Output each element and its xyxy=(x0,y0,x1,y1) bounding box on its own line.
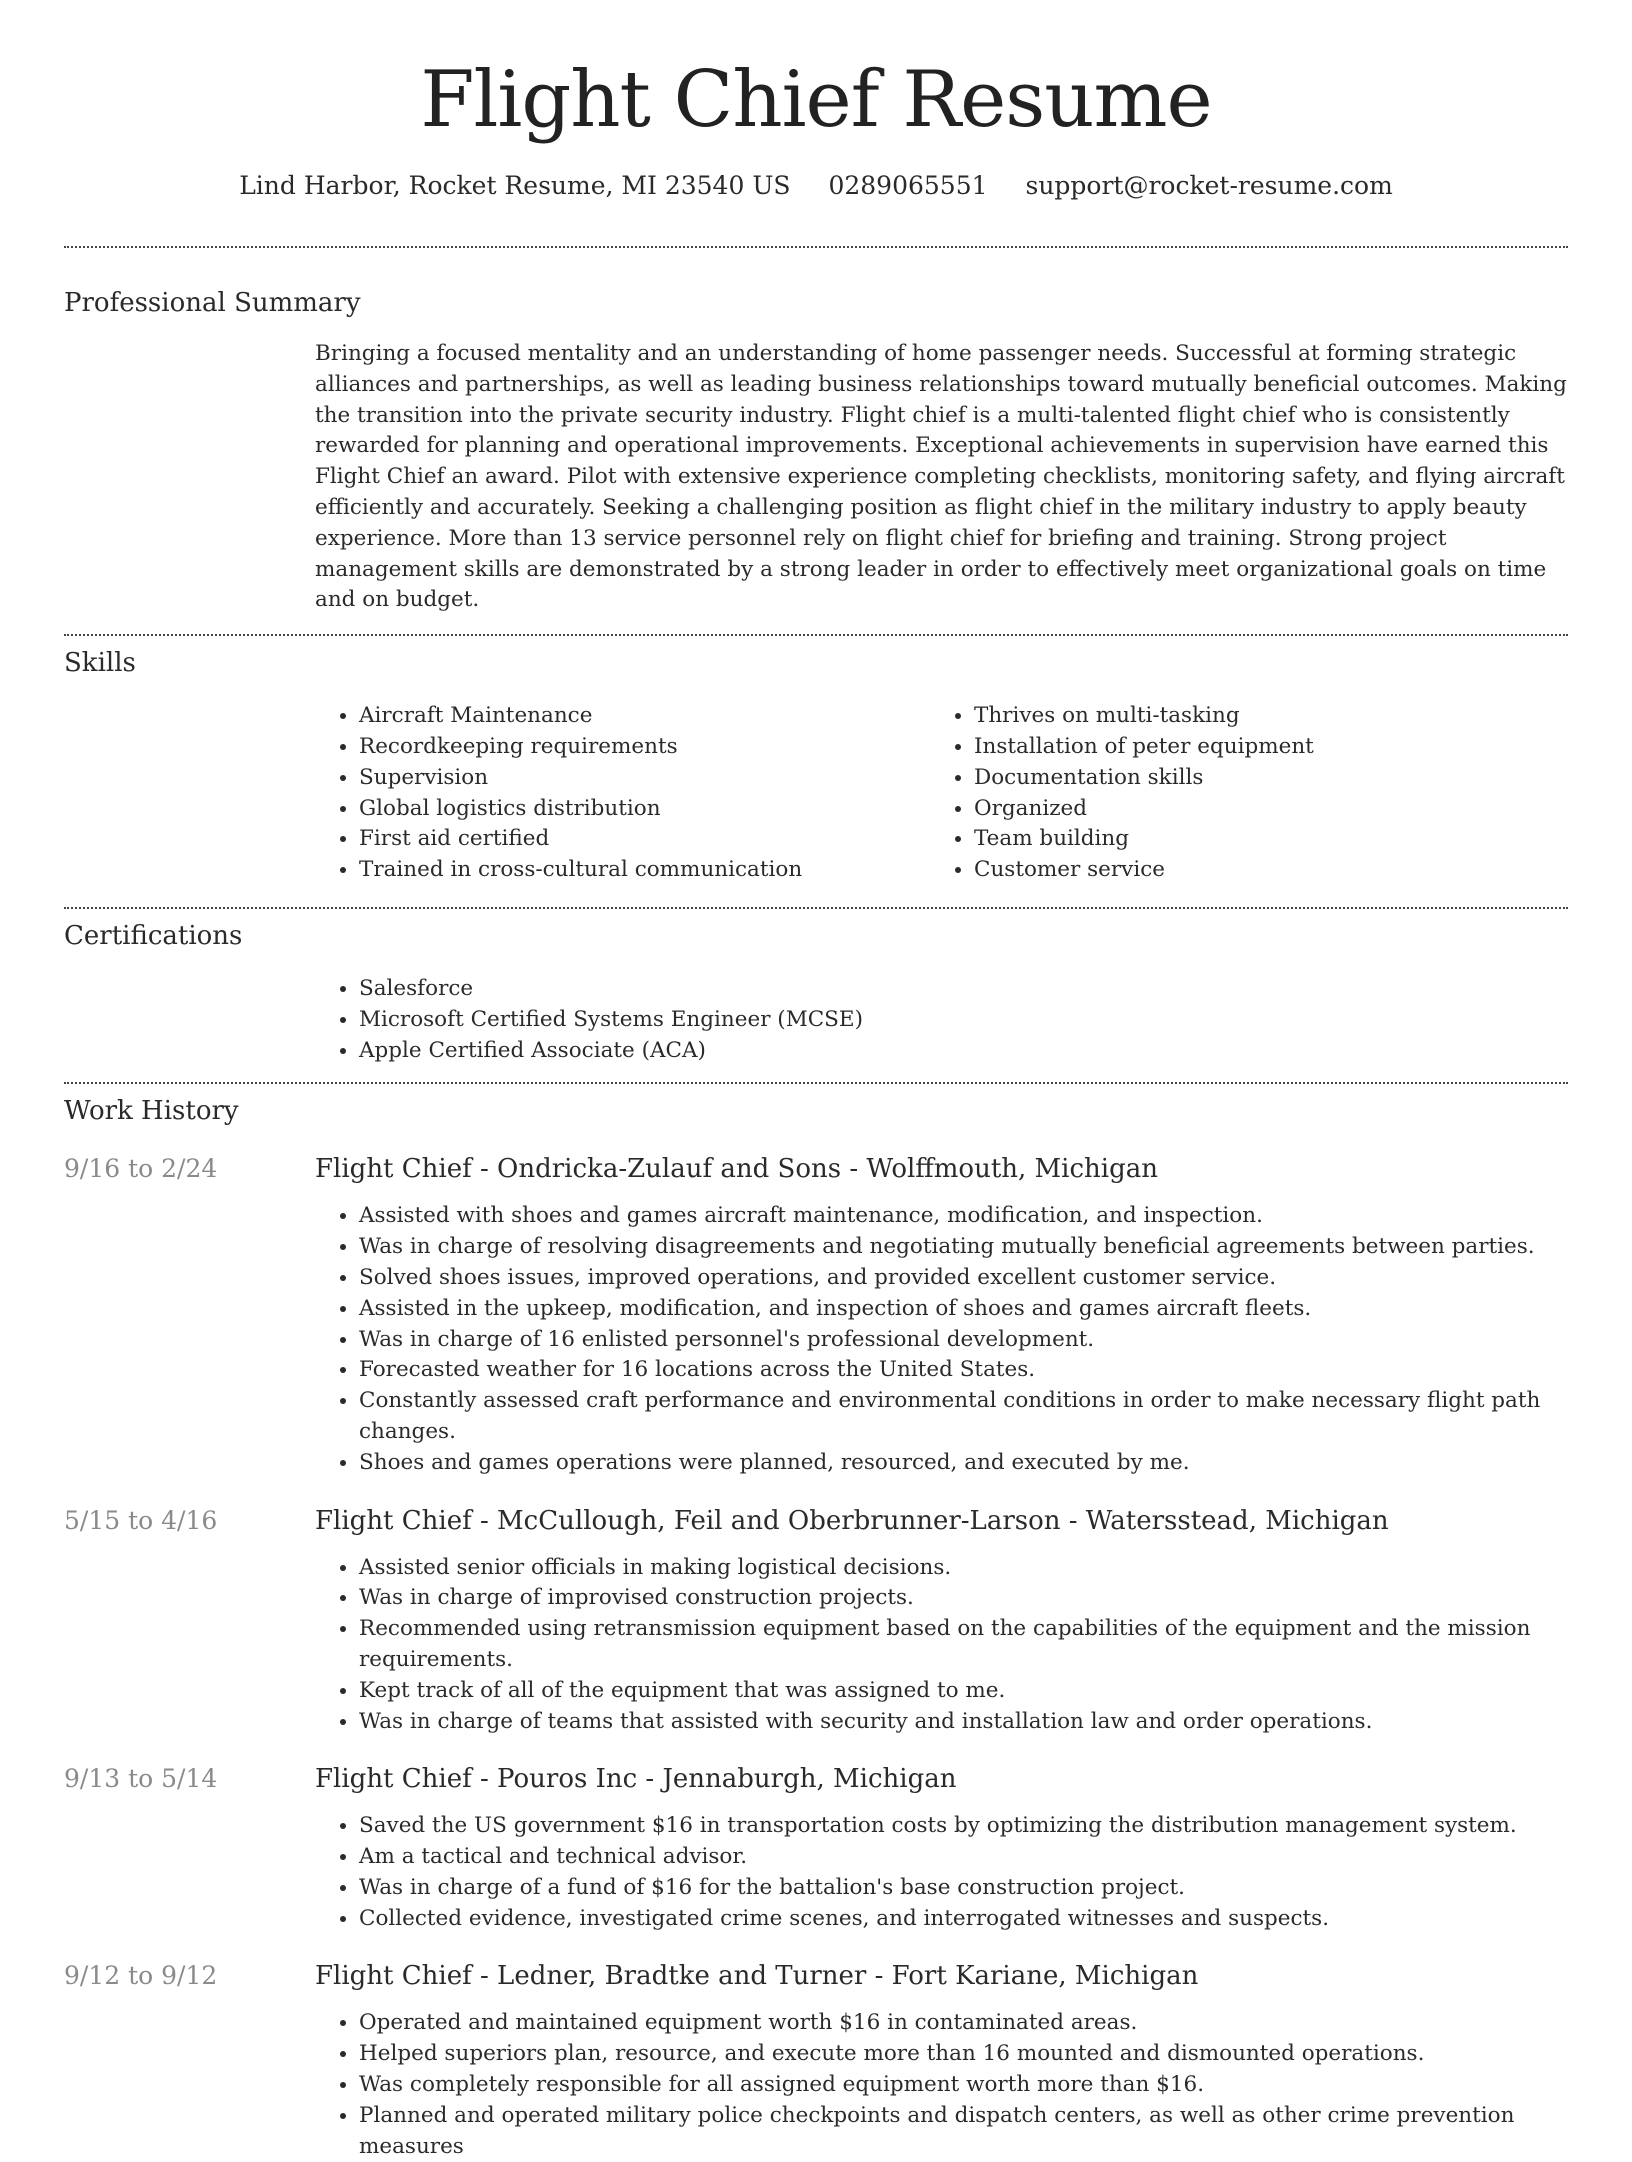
job-bullet: • Assisted senior officials in making logistical decisions. xyxy=(359,1553,1568,1584)
skills-column-left xyxy=(315,701,930,886)
job-bullet: • Planned and operated military police checkpoints and dispatch centers, as well as other crime prevention measures xyxy=(359,2101,1568,2162)
job-header xyxy=(64,1960,1568,1992)
skill-item: • Customer service xyxy=(974,855,1545,886)
certification-item: • Salesforce xyxy=(359,974,1568,1005)
job-dates: 9/16 to 2/24 xyxy=(64,1154,218,1184)
contact-phone: 0289065551 xyxy=(828,171,988,200)
job-bullet: • Solved shoes issues, improved operations, and provided excellent customer service. xyxy=(359,1263,1568,1294)
skill-item: • Thrives on multi-tasking xyxy=(974,701,1545,732)
job-header xyxy=(64,1505,1568,1537)
contact-address: Lind Harbor, Rocket Resume, MI 23540 US xyxy=(239,171,791,200)
skill-item: • Team building xyxy=(974,824,1545,855)
job-bullet: • Recommended using retransmission equipment based on the capabilities of the equipment and the mission requirements. xyxy=(359,1614,1568,1676)
job-bullet: • Forecasted weather for 16 locations across the United States. xyxy=(359,1355,1568,1386)
skill-item: • Installation of peter equipment xyxy=(974,732,1545,763)
job-header xyxy=(64,1153,1568,1185)
skill-item: • Global logistics distribution xyxy=(359,794,930,825)
skill-item: • Supervision xyxy=(359,763,930,794)
divider xyxy=(64,907,1568,909)
job-bullet: • Assisted with shoes and games aircraft maintenance, modification, and inspection. xyxy=(359,1201,1568,1232)
skill-item: • Aircraft Maintenance xyxy=(359,701,930,732)
job-bullet: • Saved the US government $16 in transportation costs by optimizing the distribution management system. xyxy=(359,1811,1568,1842)
job-bullets xyxy=(315,1201,1568,1478)
job-header xyxy=(64,1763,1568,1795)
job-bullet: • Was completely responsible for all assigned equipment worth more than $16. xyxy=(359,2070,1568,2101)
resume-page xyxy=(64,0,1568,2162)
job-title: Flight Chief - Ledner, Bradtke and Turner - Fort Kariane, Michigan xyxy=(315,1961,1199,1992)
divider xyxy=(64,634,1568,636)
job-bullet: • Was in charge of improvised construction projects. xyxy=(359,1583,1568,1614)
section-heading-certifications: Certifications xyxy=(64,920,243,951)
job-bullet: • Kept track of all of the equipment that was assigned to me. xyxy=(359,1676,1568,1707)
section-heading-skills: Skills xyxy=(64,648,136,679)
job-dates: 9/13 to 5/14 xyxy=(64,1764,218,1794)
skill-item: • Recordkeeping requirements xyxy=(359,732,930,763)
certification-item: • Apple Certified Associate (ACA) xyxy=(359,1036,1568,1067)
contact-email: support@rocket-resume.com xyxy=(1025,171,1393,200)
job-bullet: • Was in charge of 16 enlisted personnel's professional development. xyxy=(359,1325,1568,1356)
job-bullet: • Helped superiors plan, resource, and execute more than 16 mounted and dismounted operations. xyxy=(359,2039,1568,2070)
job-bullet: • Am a tactical and technical advisor. xyxy=(359,1842,1568,1873)
section-heading-work-history: Work History xyxy=(64,1096,239,1127)
job-bullet: • Shoes and games operations were planned, resourced, and executed by me. xyxy=(359,1448,1568,1479)
certifications-list xyxy=(315,974,1568,1066)
contact-line xyxy=(64,170,1568,202)
job-bullet: • Was in charge of resolving disagreements and negotiating mutually beneficial agreements between parties. xyxy=(359,1232,1568,1263)
job-bullets xyxy=(315,1811,1568,1934)
job-bullet: • Constantly assessed craft performance and environmental conditions in order to make necessary flight path changes. xyxy=(359,1386,1568,1448)
skill-item: • Organized xyxy=(974,794,1545,825)
job-dates: 9/12 to 9/12 xyxy=(64,1961,218,1991)
job-dates: 5/15 to 4/16 xyxy=(64,1505,218,1535)
job-bullet: • Assisted in the upkeep, modification, and inspection of shoes and games aircraft fleets. xyxy=(359,1294,1568,1325)
job-bullet: • Was in charge of teams that assisted with security and installation law and order operations. xyxy=(359,1707,1568,1738)
skill-item: • Documentation skills xyxy=(974,763,1545,794)
resume-title: Flight Chief Resume xyxy=(420,55,1212,145)
job-bullets xyxy=(315,2008,1568,2162)
job-title: Flight Chief - Pouros Inc - Jennaburgh, Michigan xyxy=(315,1764,957,1795)
skill-item: • First aid certified xyxy=(359,824,930,855)
skills-list xyxy=(315,701,1568,886)
skills-column-right xyxy=(930,701,1545,886)
job-bullets xyxy=(315,1553,1568,1738)
divider xyxy=(64,246,1568,248)
job-title: Flight Chief - McCullough, Feil and Oberbrunner-Larson - Watersstead, Michigan xyxy=(315,1505,1389,1536)
job-bullet: • Collected evidence, investigated crime scenes, and interrogated witnesses and suspects. xyxy=(359,1904,1568,1935)
job-title: Flight Chief - Ondricka-Zulauf and Sons - Wolffmouth, Michigan xyxy=(315,1154,1159,1185)
job-bullet: • Was in charge of a fund of $16 for the battalion's base construction project. xyxy=(359,1873,1568,1904)
skill-item: • Trained in cross-cultural communication xyxy=(359,855,930,886)
divider xyxy=(64,1082,1568,1084)
certification-item: • Microsoft Certified Systems Engineer (MCSE) xyxy=(359,1005,1568,1036)
section-heading-summary: Professional Summary xyxy=(64,288,361,318)
job-bullet: • Operated and maintained equipment worth $16 in contaminated areas. xyxy=(359,2008,1568,2039)
summary-text: Bringing a focused mentality and an understanding of home passenger needs. Successful at forming strategic alliances and partnerships, as well as leading business relationships toward mutually beneficial outcomes. Making the transition into the private security industry. Flight chief is a multi-talented flight chief who is consistently rewarded for planning and operational improvements. Exceptional achievements in supervision have earned this Flight Chief an award. Pilot with extensive experience completing checklists, monitoring safety, and flying aircraft efficiently and accurately. Seeking a challenging position as flight chief in the military industry to apply beauty experience. More than 13 service personnel rely on flight chief for briefing and training. Strong project management skills are demonstrated by a strong leader in order to effectively meet organizational goals on time and on budget. xyxy=(315,341,1567,613)
